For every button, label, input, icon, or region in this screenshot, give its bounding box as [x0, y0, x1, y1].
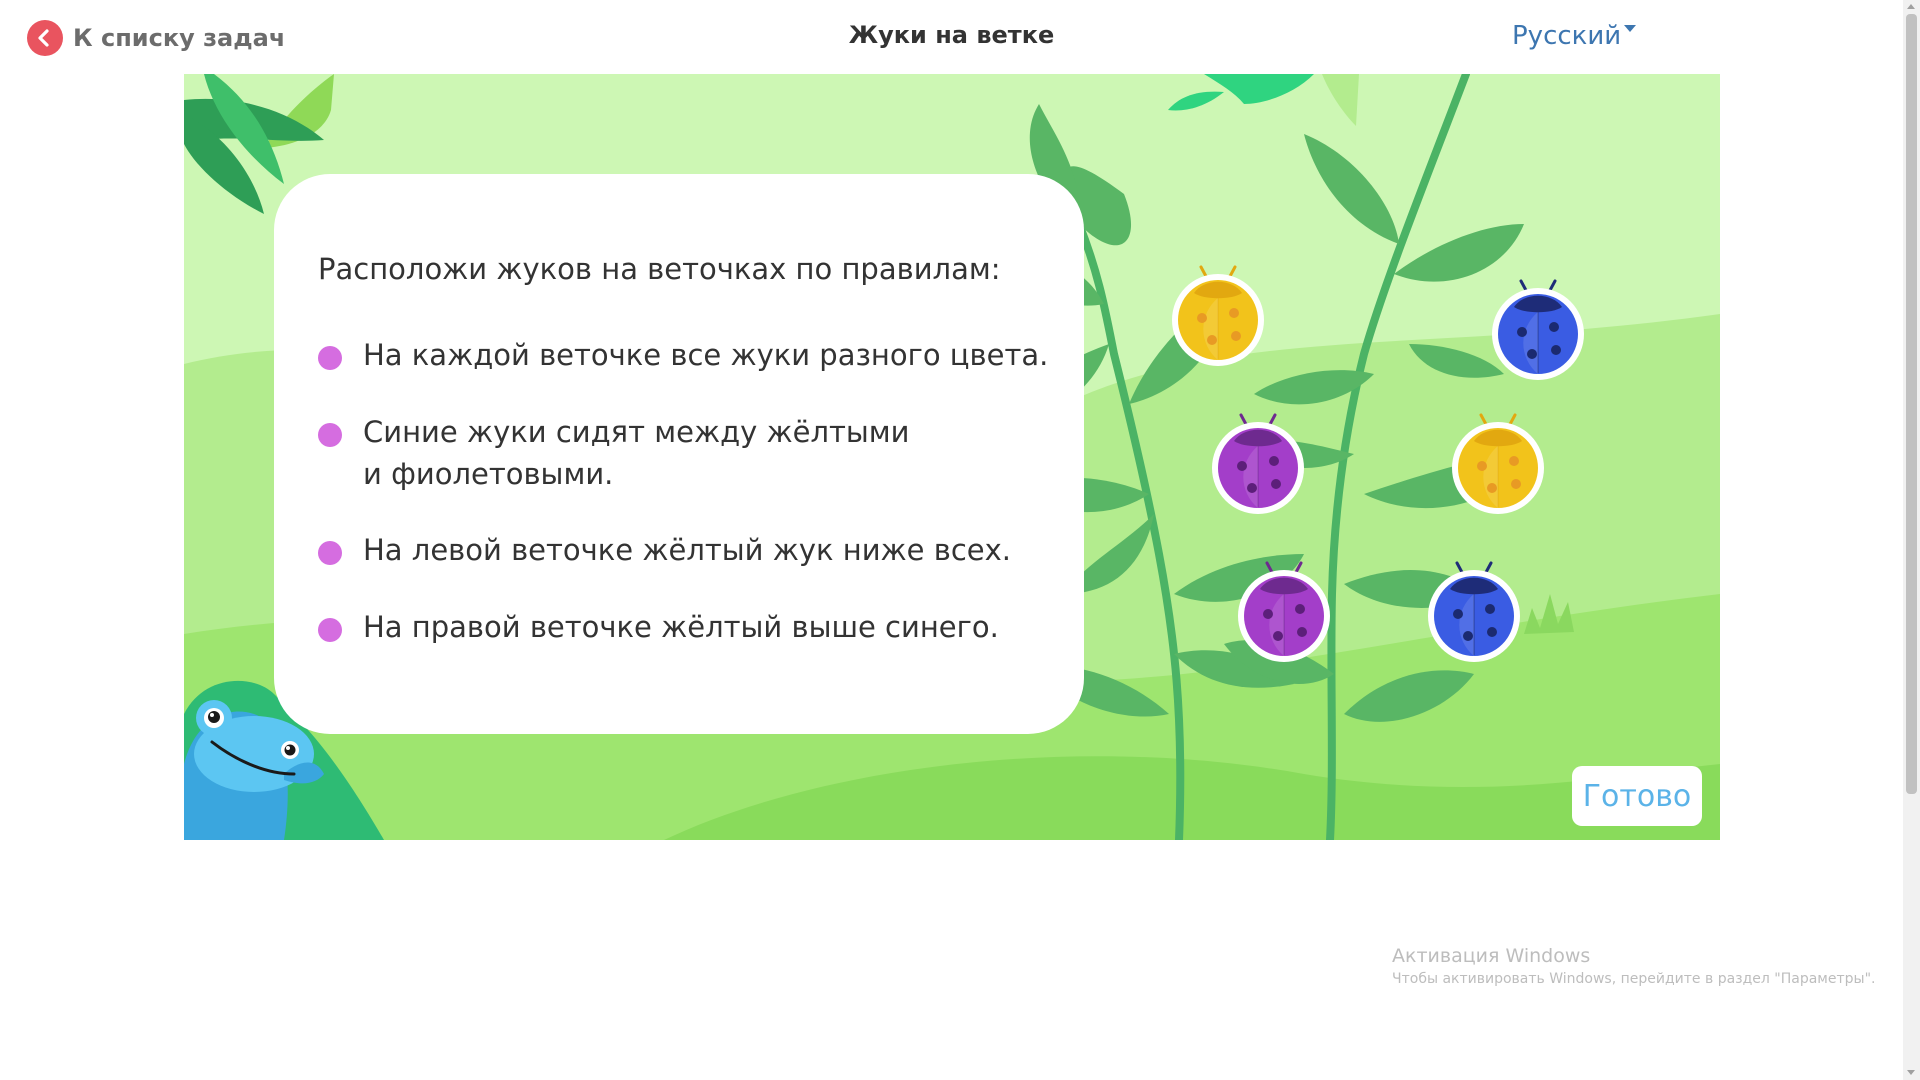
rule-text: На каждой веточке все жуки разного цвета. — [363, 338, 1049, 372]
blue-beetle-right-1[interactable] — [1488, 272, 1588, 380]
scroll-down-icon[interactable] — [1907, 1070, 1915, 1075]
task-scene — [184, 74, 1720, 840]
scroll-up-icon[interactable] — [1907, 4, 1915, 9]
done-button[interactable]: Готово — [1572, 766, 1702, 826]
yellow-beetle-left-1[interactable] — [1168, 258, 1268, 366]
purple-beetle-left-2[interactable] — [1208, 406, 1308, 514]
page-scrollbar[interactable] — [1903, 0, 1920, 1080]
bullet-icon — [318, 346, 342, 370]
rules-card — [274, 174, 1084, 734]
rule-text: На левой веточке жёлтый жук ниже всех. — [363, 533, 1011, 567]
watermark-title: Активация Windows — [1392, 945, 1591, 967]
back-link-label[interactable]: К списку задач — [73, 24, 286, 52]
bullet-icon — [318, 618, 342, 642]
rule-item — [318, 411, 910, 495]
scrollbar-thumb[interactable] — [1906, 14, 1917, 794]
rule-item — [318, 529, 1011, 571]
windows-activation-watermark — [1392, 945, 1875, 987]
caret-down-icon[interactable] — [1624, 25, 1636, 32]
bullet-icon — [318, 541, 342, 565]
watermark-hint: Чтобы активировать Windows, перейдите в раздел "Параметры". — [1392, 971, 1876, 987]
rules-intro: Расположи жуков на веточках по правилам: — [318, 252, 1001, 286]
rule-text: Синие жуки сидят между жёлтыми — [363, 415, 910, 449]
purple-beetle-left-3[interactable] — [1234, 554, 1334, 662]
language-label[interactable]: Русский — [1512, 21, 1622, 51]
page-title: Жуки на ветке — [848, 21, 1055, 49]
language-dropdown[interactable] — [1512, 21, 1636, 51]
bullet-icon — [318, 423, 342, 447]
rule-text-continued: и фиолетовыми. — [363, 457, 614, 491]
blue-beetle-right-3[interactable] — [1424, 554, 1524, 662]
rule-item — [318, 606, 999, 648]
yellow-beetle-right-2[interactable] — [1448, 406, 1548, 514]
rule-text: На правой веточке жёлтый выше синего. — [363, 610, 999, 644]
rule-item — [318, 334, 1048, 376]
